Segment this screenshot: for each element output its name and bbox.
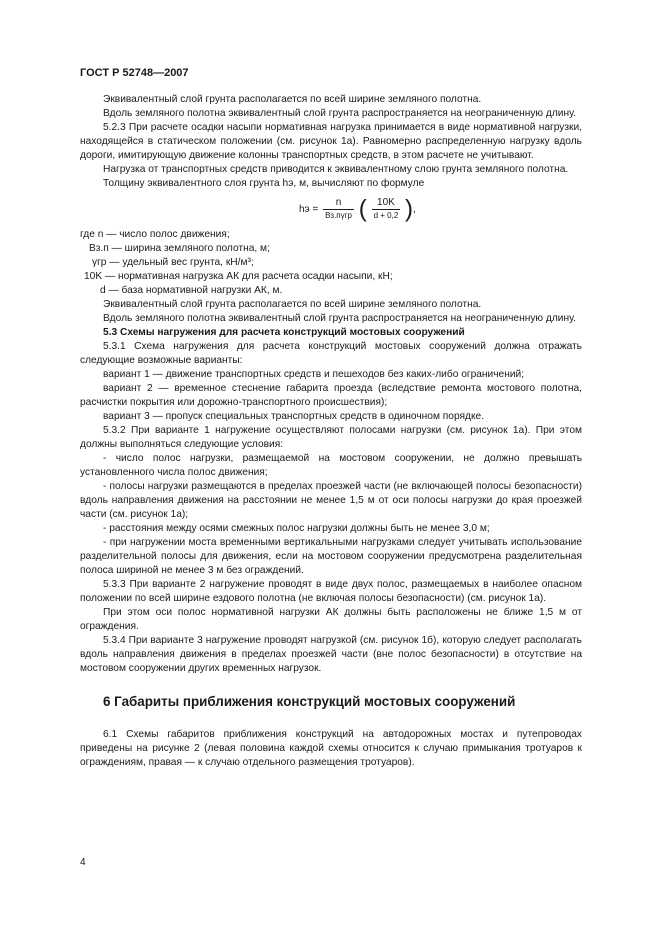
paragraph: 5.2.3 При расчете осадки насыпи нормативная нагрузка принимается в виде нормативной нагрузки, находящейся в статическом положении (см. рисунок 1а). Равномерно распределенную нагрузку вдоль дороги, имитирующую движение колонны транспортных средств, в этом расчете не учитывают.	[80, 122, 582, 161]
formula	[80, 191, 582, 228]
paragraph: Нагрузка от транспортных средств приводится к эквивалентному слою грунта земляного полотна.	[103, 164, 569, 175]
formula-frac1-den: Bз.пγгр	[325, 211, 353, 220]
legend-item: Bз.п — ширина земляного полотна, м;	[89, 243, 270, 254]
paragraph: Эквивалентный слой грунта располагается по всей ширине земляного полотна.	[103, 299, 482, 310]
paragraph: 5.3.2 При варианте 1 нагружение осуществляют полосами нагрузки (см. рисунок 1а). При этом должны выполняться следующие условия:	[80, 425, 582, 450]
paragraph: вариант 3 — пропуск специальных транспортных средств в одиночном порядке.	[103, 411, 485, 422]
paragraph: 5.3.1 Схема нагружения для расчета конструкций мостовых сооружений должна отражать следующие возможные варианты:	[80, 341, 582, 366]
paragraph: Вдоль земляного полотна эквивалентный слой грунта распространяется на неограниченную длину.	[103, 313, 576, 324]
paragraph: 5.3.4 При варианте 3 нагружение проводят нагрузкой (см. рисунок 1б), которую следует располагать вдоль направления движения в пределах проезжей части (вне полос безопасности) в отсутствие на мостовом сооружении других временных нагрузок.	[80, 635, 582, 674]
paragraph: вариант 2 — временное стеснение габарита проезда (вследствие ремонта мостового полотна, расчистки покрытия или дорожно-транспортного происшествия);	[80, 383, 582, 408]
document-body	[80, 93, 582, 770]
legend-item: γгр — удельный вес грунта, кН/м³;	[92, 257, 254, 268]
section-5-3-title: 5.3 Схемы нагружения для расчета конструкций мостовых сооружений	[103, 327, 465, 338]
formula-frac1-num: n	[323, 197, 354, 210]
paragraph: - расстояния между осями смежных полос нагрузки должны быть не менее 3,0 м;	[103, 523, 490, 534]
formula-frac2-den: d + 0,2	[373, 211, 399, 220]
formula-left-paren: (	[358, 195, 367, 223]
paragraph: 6.1 Схемы габаритов приближения конструкций на автодорожных мостах и путепроводах приведены на рисунке 2 (левая половина каждой схемы относится к случаю примыкания тротуаров к ограждениям, правая — к случаю отдельного размещения тротуаров).	[80, 729, 582, 768]
legend-item: 10K — нормативная нагрузка АК для расчета осадки насыпи, кН;	[84, 271, 393, 282]
paragraph: - число полос нагрузки, размещаемой на мостовом сооружении, не должно превышать установленного числа полос движения;	[80, 453, 582, 478]
paragraph: - при нагружении моста временными вертикальными нагрузками следует учитывать использование разделительной полосы для движения, если на мостовом сооружении предусмотрена разделительная полоса шириной не менее 3 м без ограждений.	[80, 537, 582, 576]
paragraph: Толщину эквивалентного слоя грунта hэ, м, вычисляют по формуле	[103, 178, 425, 189]
formula-right-paren: )	[405, 195, 414, 223]
legend-item: где n — число полос движения;	[80, 229, 230, 240]
formula-lhs: hэ =	[299, 204, 319, 216]
legend-item: d — база нормативной нагрузки АК, м.	[100, 285, 283, 296]
paragraph: При этом оси полос нормативной нагрузки АК должны быть расположены не ближе 1,5 м от ограждения.	[80, 607, 582, 632]
paragraph: Вдоль земляного полотна эквивалентный слой грунта распространяется на неограниченную длину.	[103, 108, 576, 119]
paragraph: 5.3.3 При варианте 2 нагружение проводят в виде двух полос, размещаемых в наиболее опасном положении по всей ширине ездового полотна (не включая полосы безопасности) (см. рисунок 1а).	[80, 579, 582, 604]
formula-fraction-1	[323, 197, 354, 222]
formula-tail: ,	[413, 204, 416, 216]
paragraph: вариант 1 — движение транспортных средств и пешеходов без каких-либо ограничений;	[103, 369, 525, 380]
section-6-title: 6 Габариты приближения конструкций мостовых сооружений	[103, 694, 516, 709]
formula-frac2-num: 10K	[372, 197, 401, 210]
document-header: ГОСТ Р 52748—2007	[80, 67, 189, 79]
paragraph: Эквивалентный слой грунта располагается по всей ширине земляного полотна.	[103, 94, 482, 105]
formula-legend	[80, 228, 582, 298]
paragraph: - полосы нагрузки размещаются в пределах проезжей части (не включающей полосы безопасности) вдоль направления движения на расстоянии не менее 1,5 м от оси полосы нагрузки до края проезжей части (см. рисунок 1а);	[80, 481, 582, 520]
formula-fraction-2	[372, 197, 401, 222]
page-number: 4	[80, 857, 86, 868]
